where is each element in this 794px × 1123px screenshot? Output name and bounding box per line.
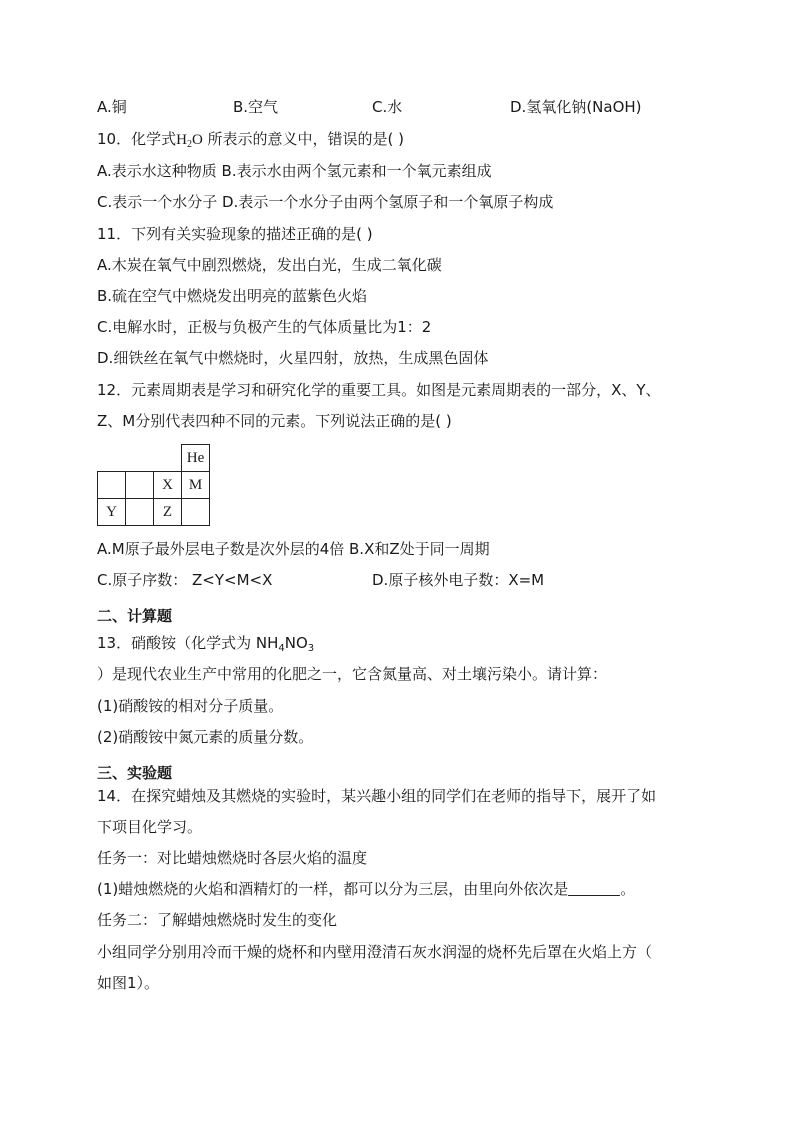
q14-stem-line1: 14．在探究蜡烛及其燃烧的实验时，某兴趣小组的同学们在老师的指导下，展开了如 <box>97 787 657 805</box>
q10-options-ab: A.表示水这种物质 B.表示水由两个氢元素和一个氧元素组成 <box>97 162 492 180</box>
q11-stem: 11．下列有关实验现象的描述正确的是( ) <box>97 225 373 243</box>
q11-option-c: C.电解水时，正极与负极产生的气体质量比为1：2 <box>97 318 432 336</box>
q12-stem-line1: 12．元素周期表是学习和研究化学的重要工具。如图是元素周期表的一部分，X、Y、 <box>97 381 661 399</box>
section-calculation-heading: 二、计算题 <box>97 607 173 625</box>
answer-blank[interactable] <box>568 881 620 896</box>
cell-y: Y <box>98 499 126 526</box>
q10-formula: $H_2O$ <box>176 132 203 150</box>
q10-number: 10．化学式 <box>97 130 177 148</box>
q9-option-d: D.氢氧化钠(NaOH) <box>510 98 642 116</box>
cell-x: X <box>154 472 182 499</box>
q11-option-d: D.细铁丝在氧气中燃烧时，火星四射，放热，生成黑色固体 <box>97 349 489 367</box>
q13-stem-line2: ）是现代农业生产中常用的化肥之一，它含氮量高、对土壤污染小。请计算： <box>97 665 608 683</box>
q12-option-d: D.原子核外电子数：X=M <box>372 571 545 589</box>
q13-stem-line1: 13．硝酸铵（化学式为 $NH_4NO_3$ <box>97 634 315 654</box>
q12-options-ab: A.M原子最外层电子数是次外层的4倍 B.X和Z处于同一周期 <box>97 540 490 558</box>
q14-stem-line2: 下项目化学习。 <box>97 818 203 836</box>
q14-part2-line1: 小组同学分别用冷而干燥的烧杯和内壁用澄清石灰水润湿的烧杯先后罩在火焰上方（ <box>97 943 653 961</box>
periodic-table-fragment <box>97 444 210 526</box>
q13-part2: (2)硝酸铵中氮元素的质量分数。 <box>97 728 314 746</box>
q12-stem-line2: Z、M分别代表四种不同的元素。下列说法正确的是( ) <box>97 412 452 430</box>
q11-option-a: A.木炭在氧气中剧烈燃烧，发出白光，生成二氧化碳 <box>97 256 442 274</box>
cell-he: He <box>182 445 210 472</box>
q10-stem-rest: 所表示的意义中，错误的是( ) <box>202 130 405 148</box>
section-experiment-heading: 三、实验题 <box>97 764 173 782</box>
q10-stem <box>97 129 404 150</box>
cell-z: Z <box>154 499 182 526</box>
q12-option-c: C.原子序数： Z<Y<M<X <box>97 571 273 589</box>
q13-part1: (1)硝酸铵的相对分子质量。 <box>97 697 284 715</box>
cell-m: M <box>182 472 210 499</box>
q14-part2-line2: 如图1）。 <box>97 974 160 992</box>
q9-option-a: A.铜 <box>97 98 127 116</box>
q14-part1: (1)蜡烛燃烧的火焰和酒精灯的一样，都可以分为三层，由里向外依次是 。 <box>97 880 636 898</box>
q14-task1: 任务一：对比蜡烛燃烧时各层火焰的温度 <box>97 849 368 867</box>
q9-option-c: C.水 <box>372 98 403 116</box>
q9-option-b: B.空气 <box>233 98 279 116</box>
q14-task2: 任务二：了解蜡烛燃烧时发生的变化 <box>97 911 338 929</box>
q10-options-cd: C.表示一个水分子 D.表示一个水分子由两个氢原子和一个氧原子构成 <box>97 193 554 211</box>
q11-option-b: B.硫在空气中燃烧发出明亮的蓝紫色火焰 <box>97 287 368 305</box>
